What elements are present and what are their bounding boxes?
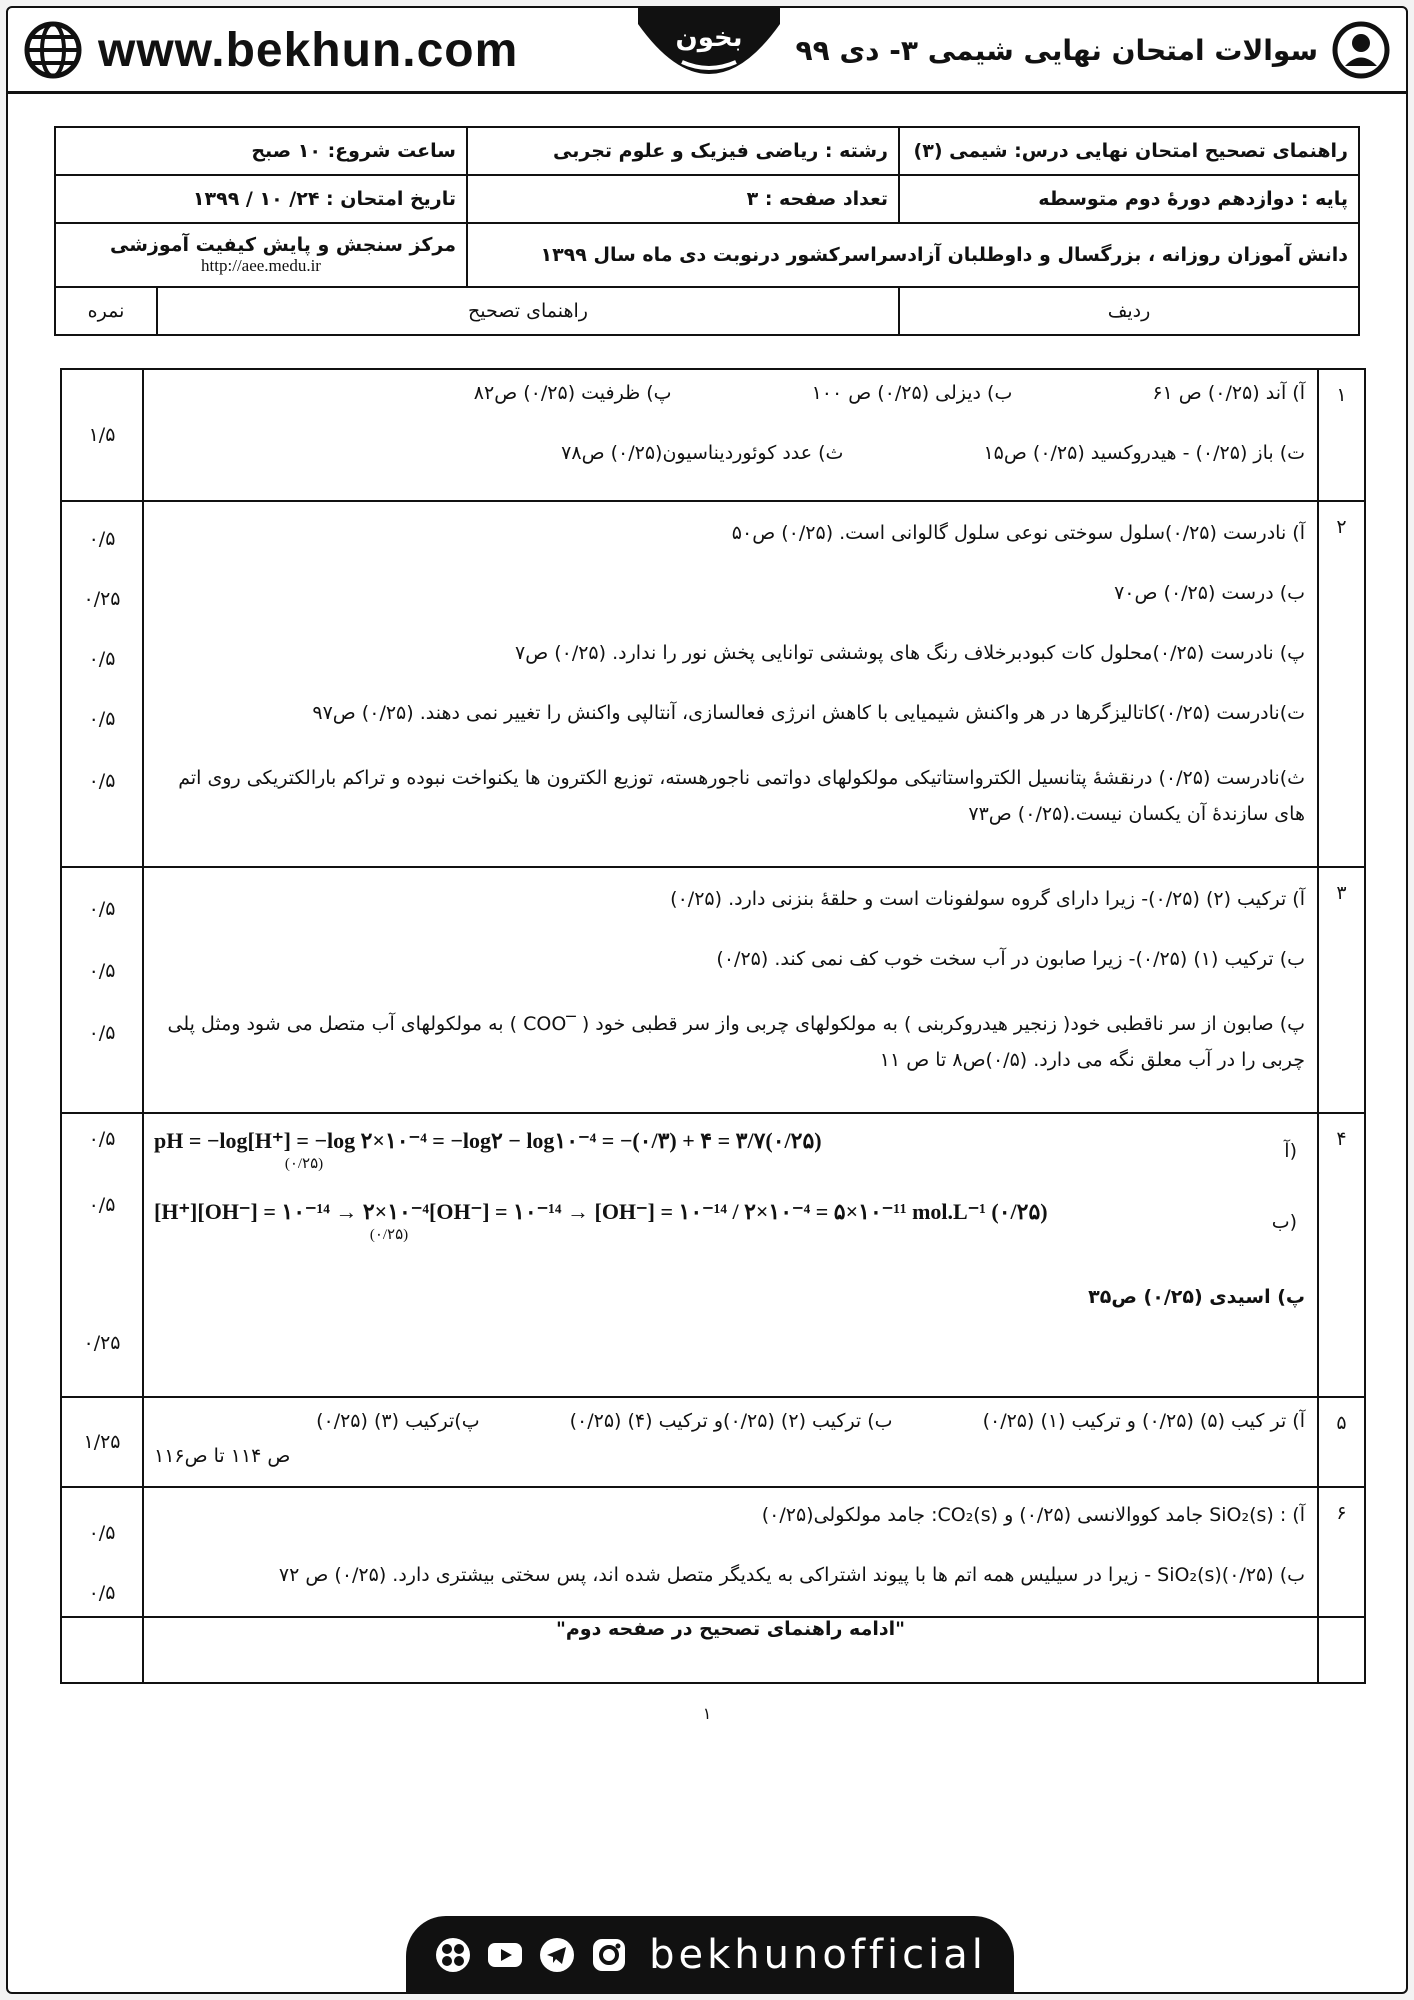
answer-cell — [143, 501, 1318, 867]
social-footer — [406, 1916, 1014, 1994]
answer-line: آ) ترکیب (۲) (۰/۲۵)- زیرا دارای گروه سولفونات است و حلقهٔ بنزنی دارد. (۰/۲۵) — [670, 888, 1305, 910]
header-guide: راهنمای تصحیح — [157, 287, 899, 335]
info-center — [55, 223, 467, 287]
answer-line: ث) عدد کوئوردیناسیون(۰/۲۵) ص۷۸ — [561, 442, 844, 464]
score-value: ۰/۵ — [88, 1522, 116, 1544]
answer-table — [60, 368, 1366, 1684]
sub-score: (۰/۲۵) — [284, 1156, 324, 1172]
answer-line: آ) : SiO₂(s) جامد کووالانسی (۰/۲۵) و CO₂(s): جامد مولکولی(۰/۲۵) — [761, 1504, 1305, 1526]
answer-line: ب) ترکیب (۲) (۰/۲۵)و ترکیب (۴) (۰/۲۵) — [569, 1410, 893, 1432]
question-number: ۵ — [1318, 1397, 1365, 1487]
equation-ph: pH = −log[H⁺] = −log ۲×۱۰⁻⁴ = −log۲ − log۱۰⁻⁴ = −(۰/۳) + ۴ = ۳/۷(۰/۲۵) — [154, 1128, 822, 1153]
question-number: ۲ — [1318, 501, 1365, 867]
aparat-icon[interactable] — [433, 1935, 473, 1975]
answer-line: ت) باز (۰/۲۵) - هیدروکسید (۰/۲۵) ص۱۵ — [983, 442, 1305, 464]
answer-line: ب) SiO₂(s)(۰/۲۵) - زیرا در سیلیس همه اتم ها با پیوند اشتراکی به یکدیگر متصل شده اند، پس سختی بیشتری دارد. (۰/۲۵) ص ۷۲ — [278, 1564, 1305, 1586]
question-number: ۳ — [1318, 867, 1365, 1113]
score-cell — [61, 867, 143, 1113]
center-name: مرکز سنجش و پایش کیفیت آموزشی — [110, 234, 456, 256]
instagram-icon[interactable] — [589, 1935, 629, 1975]
score-value: ۰/۵ — [88, 960, 116, 982]
page-number: ۱ — [702, 1704, 712, 1723]
exam-page — [6, 6, 1408, 1994]
logo-text: بخون — [675, 23, 743, 53]
exam-info-table — [54, 126, 1360, 336]
page-reference: ص ۱۱۴ تا ص۱۱۶ — [154, 1445, 291, 1467]
info-grade: پایه : دوازدهم دورهٔ دوم متوسطه — [899, 175, 1359, 223]
question-number: ۴ — [1318, 1113, 1365, 1397]
score-cell: ۱/۵ — [61, 369, 143, 501]
answer-line: آ) تر کیب (۵) (۰/۲۵) و ترکیب (۱) (۰/۲۵) — [982, 1410, 1305, 1432]
score-cell — [61, 1487, 143, 1617]
answer-line: پ) صابون از سر ناقطبی خود( زنجیر هیدروکربنی ) به مولکولهای چربی واز سر قطبی خود ( ‾COO ) به مولکولهای آب متصل می شود ومثل پلی چربی را در آب معلق نگه می دارد. (۰/۵)ص۸ تا ص ۱۱ — [167, 1013, 1305, 1071]
header-score: نمره — [55, 287, 157, 335]
info-field: رشته : ریاضی فیزیک و علوم تجربی — [467, 127, 899, 175]
score-value: ۰/۵ — [88, 1582, 116, 1604]
score-value: ۰/۵ — [88, 898, 116, 920]
score-cell — [61, 501, 143, 867]
answer-cell — [143, 1397, 1318, 1487]
score-value: ۰/۵ — [88, 770, 116, 792]
question-number: ۶ — [1318, 1487, 1365, 1617]
social-handle[interactable]: bekhunofficial — [649, 1932, 987, 1978]
answer-cell — [143, 1113, 1318, 1397]
score-cell — [61, 1113, 143, 1397]
answer-line: آ) نادرست (۰/۲۵)سلول سوختی نوعی سلول گالوانی است. (۰/۲۵) ص۵۰ — [731, 522, 1305, 544]
table-row — [61, 1397, 1365, 1487]
sub-score: (۰/۲۵) — [369, 1227, 409, 1243]
answer-line: ث)نادرست (۰/۲۵) درنقشهٔ پتانسیل الکترواستاتیکی مولکولهای دواتمی ناجورهسته، توزیع الکترون ها یکنواخت نبوده و تراکم بارالکتریکی روی اتم های سازندهٔ آن یکسان نیست.(۰/۲۵) ص۷۳ — [178, 767, 1305, 825]
center-url[interactable]: http://aee.medu.ir — [201, 256, 321, 275]
table-row — [61, 1617, 1365, 1683]
brand-logo — [638, 6, 780, 96]
youtube-icon[interactable] — [485, 1935, 525, 1975]
answer-line: ب) ترکیب (۱) (۰/۲۵)- زیرا صابون در آب سخت خوب کف نمی کند. (۰/۲۵) — [716, 948, 1305, 970]
answer-line: ت)نادرست (۰/۲۵)کاتالیزگرها در هر واکنش شیمیایی با کاهش انرژی فعالسازی، آنتالپی واکنش را تغییر نمی دهند. (۰/۲۵) ص۹۷ — [312, 702, 1305, 724]
answer-cell — [143, 867, 1318, 1113]
user-icon — [1332, 21, 1390, 79]
score-value: ۰/۵ — [88, 648, 116, 670]
score-value: ۰/۵ — [88, 1128, 116, 1150]
top-banner — [8, 8, 1406, 94]
info-start-time: ساعت شروع: ۱۰ صبح — [55, 127, 467, 175]
answer-line: ب) درست (۰/۲۵) ص۷۰ — [1114, 582, 1305, 604]
score-value: ۰/۵ — [88, 708, 116, 730]
table-row — [61, 1487, 1365, 1617]
table-row — [61, 369, 1365, 501]
part-label: آ) — [1284, 1139, 1297, 1162]
score-value: ۰/۵ — [88, 1194, 116, 1216]
part-label: ب) — [1271, 1210, 1297, 1233]
info-page-count: تعداد صفحه : ۳ — [467, 175, 899, 223]
header-row-num: ردیف — [899, 287, 1359, 335]
continuation-note: "ادامه راهنمای تصحیح در صفحه دوم" — [143, 1617, 1318, 1683]
answer-cell — [143, 1487, 1318, 1617]
equation-oh: [H⁺][OH⁻] = ۱۰⁻¹⁴ → ۲×۱۰⁻⁴[OH⁻] = ۱۰⁻¹⁴ → [OH⁻] = ۱۰⁻¹⁴ / ۲×۱۰⁻⁴ = ۵×۱۰⁻¹¹ mol.L⁻¹ (۰/۲۵) — [154, 1199, 1048, 1224]
score-cell: ۱/۲۵ — [61, 1397, 143, 1487]
answer-line: پ) اسیدی (۰/۲۵) ص۳۵ — [1088, 1286, 1305, 1308]
telegram-icon[interactable] — [537, 1935, 577, 1975]
globe-icon — [24, 21, 82, 79]
info-exam-date: تاریخ امتحان : ۲۴/ ۱۰ / ۱۳۹۹ — [55, 175, 467, 223]
question-number: ۱ — [1318, 369, 1365, 501]
table-row — [61, 501, 1365, 867]
exam-heading — [796, 20, 1390, 80]
answer-cell — [143, 369, 1318, 501]
exam-title: سوالات امتحان نهایی شیمی ۳- دی ۹۹ — [795, 33, 1318, 67]
answer-line: ب) دیزلی (۰/۲۵) ص ۱۰۰ — [811, 382, 1013, 404]
table-row — [61, 867, 1365, 1113]
score-value: ۰/۲۵ — [83, 1332, 121, 1354]
table-row — [61, 1113, 1365, 1397]
answer-line: آ) آند (۰/۲۵) ص ۶۱ — [1152, 382, 1305, 404]
site-link[interactable] — [24, 20, 518, 80]
score-value: ۰/۵ — [88, 1022, 116, 1044]
answer-line: پ) ظرفیت (۰/۲۵) ص۸۲ — [473, 382, 672, 404]
site-url[interactable]: www.bekhun.com — [98, 23, 519, 77]
score-value: ۰/۲۵ — [83, 588, 121, 610]
info-audience: دانش آموزان روزانه ، بزرگسال و داوطلبان آزادسراسرکشور درنوبت دی ماه سال ۱۳۹۹ — [467, 223, 1359, 287]
answer-line: پ) نادرست (۰/۲۵)محلول کات کبودبرخلاف رنگ های پوششی توانایی پخش نور را ندارد. (۰/۲۵) ص۷ — [514, 642, 1305, 664]
info-course: راهنمای تصحیح امتحان نهایی درس: شیمی (۳) — [899, 127, 1359, 175]
score-value: ۰/۵ — [88, 528, 116, 550]
answer-line: پ)ترکیب (۳) (۰/۲۵) — [316, 1410, 480, 1432]
